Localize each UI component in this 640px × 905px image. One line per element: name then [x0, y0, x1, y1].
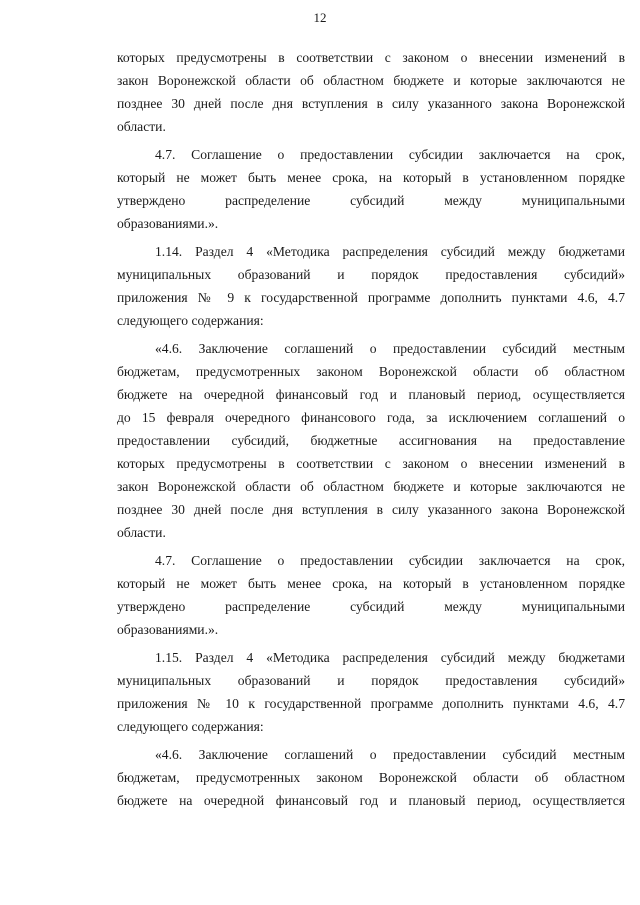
text-line: приложения № 10 к государственной программе дополнить пунктами 4.6, 4.7 — [117, 696, 625, 711]
text-line: предоставлении субсидий, бюджетные ассигнования на предоставление — [117, 433, 625, 448]
text-line: муниципальных образований и порядок предоставления субсидий» — [117, 267, 625, 282]
page-number: 12 — [313, 10, 327, 25]
text-line: до 15 февраля очередного финансового года, за исключением соглашений о — [117, 410, 625, 425]
text-line: закон Воронежской области об областном бюджете и которые заключаются не — [117, 479, 625, 494]
text-line: утверждено распределение субсидий между муниципальными — [117, 599, 625, 614]
text-line: 1.14. Раздел 4 «Методика распределения субсидий между бюджетами — [155, 244, 625, 259]
text-line: бюджетам, предусмотренных законом Воронежской области об областном — [117, 364, 625, 379]
paragraph — [117, 337, 625, 544]
text-line: бюджетам, предусмотренных законом Воронежской области об областном — [117, 770, 625, 785]
text-line: образованиями.». — [117, 216, 219, 231]
text-line: муниципальных образований и порядок предоставления субсидий» — [117, 673, 625, 688]
paragraph — [117, 143, 625, 235]
text-line: следующего содержания: — [117, 313, 264, 328]
paragraph — [117, 743, 625, 812]
text-line: следующего содержания: — [117, 719, 264, 734]
paragraph — [117, 549, 625, 641]
text-line: позднее 30 дней после дня вступления в силу указанного закона Воронежской — [117, 96, 625, 111]
text-line: которых предусмотрены в соответствии с законом о внесении изменений в — [117, 50, 625, 65]
text-line: бюджете на очередной финансовый год и плановый период, осуществляется — [117, 793, 625, 808]
text-line: закон Воронежской области об областном бюджете и которые заключаются не — [117, 73, 625, 88]
paragraph — [117, 240, 625, 332]
text-line: которых предусмотрены в соответствии с законом о внесении изменений в — [117, 456, 625, 471]
paragraph — [117, 646, 625, 738]
paragraph — [117, 46, 625, 138]
text-line: «4.6. Заключение соглашений о предоставлении субсидий местным — [155, 747, 625, 762]
text-line: утверждено распределение субсидий между муниципальными — [117, 193, 625, 208]
text-line: области. — [117, 119, 166, 134]
text-line: 4.7. Соглашение о предоставлении субсидии заключается на срок, — [155, 147, 625, 162]
text-line: который не может быть менее срока, на который в установленном порядке — [117, 170, 625, 185]
text-line: который не может быть менее срока, на который в установленном порядке — [117, 576, 625, 591]
text-line: приложения № 9 к государственной программе дополнить пунктами 4.6, 4.7 — [117, 290, 625, 305]
document-body — [117, 46, 625, 812]
text-line: позднее 30 дней после дня вступления в силу указанного закона Воронежской — [117, 502, 625, 517]
text-line: 4.7. Соглашение о предоставлении субсидии заключается на срок, — [155, 553, 625, 568]
text-line: образованиями.». — [117, 622, 219, 637]
text-line: области. — [117, 525, 166, 540]
text-line: 1.15. Раздел 4 «Методика распределения субсидий между бюджетами — [155, 650, 625, 665]
text-line: бюджете на очередной финансовый год и плановый период, осуществляется — [117, 387, 625, 402]
text-line: «4.6. Заключение соглашений о предоставлении субсидий местным — [155, 341, 625, 356]
